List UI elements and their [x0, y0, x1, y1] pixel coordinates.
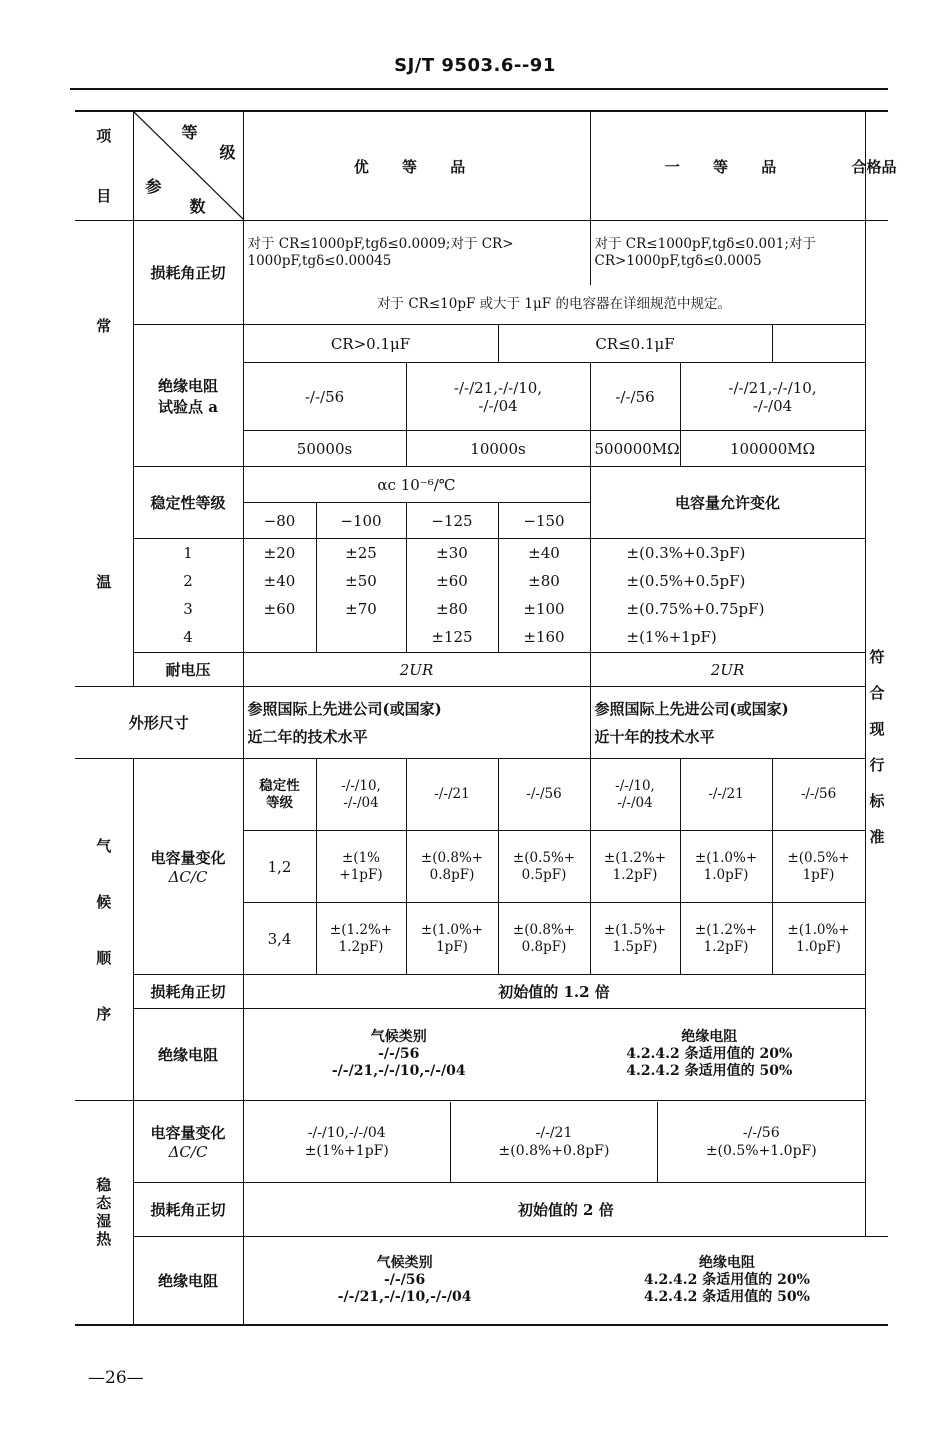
loss-tangent-note: 对于 CR≤10pF 或大于 1μF 的电容器在详细规范中规定。 — [243, 285, 865, 325]
damp-ins-cat1: -/-/56 — [383, 1271, 426, 1288]
clim-cat-sup-2: -/-/21 — [406, 759, 498, 831]
alpha-col-125: −125 — [406, 503, 498, 539]
cond-gt: CR>0.1μF — [243, 325, 498, 363]
clim-cat-first-1: -/-/10, -/-/04 — [590, 759, 680, 831]
clim-loss-label: 损耗角正切 — [133, 975, 243, 1009]
withstand-first: 2UR — [590, 653, 865, 687]
col-superior: 优 等 品 — [243, 111, 590, 221]
clim-34-v6: ±(1.0%+ 1.0pF) — [772, 903, 865, 975]
group-damp-heat: 稳 态 湿 热 — [75, 1101, 133, 1325]
item-header: 项 目 — [75, 111, 133, 221]
tc-150-1: ±40 — [498, 539, 590, 567]
clim-12-v5: ±(1.0%+ 1.0pF) — [680, 831, 772, 903]
damp-ins-res1: 4.2.4.2 条适用值的 20% — [643, 1271, 810, 1288]
tc-80-3: ±60 — [243, 595, 316, 623]
clim-12-v6: ±(0.5%+ 1pF) — [772, 831, 865, 903]
dimensions-superior: 参照国际上先进公司(或国家) 近二年的技术水平 — [243, 687, 590, 759]
tc-80-1: ±20 — [243, 539, 316, 567]
diagonal-header-cell: 等 级 参 数 — [133, 111, 243, 221]
clim-12-v1: ±(1% +1pF) — [316, 831, 406, 903]
clim-34-v5: ±(1.2%+ 1.2pF) — [680, 903, 772, 975]
clim-cat-first-2: -/-/21 — [680, 759, 772, 831]
loss-tangent-label: 损耗角正切 — [133, 221, 243, 325]
ins-value-3: 500000MΩ — [590, 431, 680, 467]
ins-cat-multi-a: -/-/21,-/-/10, -/-/04 — [406, 363, 590, 431]
document-header: SJ/T 9503.6--91 — [394, 55, 556, 76]
alpha-col-150: −150 — [498, 503, 590, 539]
level-4: 4 — [133, 623, 243, 653]
clim-cap-change-label: 电容量变化 ΔC/C — [133, 759, 243, 975]
tc-125-1: ±30 — [406, 539, 498, 567]
alpha-col-100: −100 — [316, 503, 406, 539]
tc-100-3: ±70 — [316, 595, 406, 623]
clim-ins-cat-head: 气候类别 — [370, 1029, 427, 1045]
cond-le: CR≤0.1μF — [498, 325, 772, 363]
withstand-superior: 2UR — [243, 653, 590, 687]
stability-label: 稳定性等级 — [133, 467, 243, 539]
allow-4: ±(1%+1pF) — [590, 623, 865, 653]
tc-100-4 — [316, 623, 406, 653]
ins-value-1: 50000s — [243, 431, 406, 467]
dimensions-first: 参照国际上先进公司(或国家) 近十年的技术水平 — [590, 687, 865, 759]
clim-34-v3: ±(0.8%+ 0.8pF) — [498, 903, 590, 975]
damp-ins-res2: 4.2.4.2 条适用值的 50% — [643, 1288, 810, 1305]
level-2: 2 — [133, 567, 243, 595]
spec-table — [75, 110, 897, 1326]
clim-ins-res-head: 绝缘电阻 — [681, 1029, 738, 1045]
tc-125-3: ±80 — [406, 595, 498, 623]
allow-1: ±(0.3%+0.3pF) — [590, 539, 865, 567]
alpha-col-80: −80 — [243, 503, 316, 539]
damp-cap-2: -/-/21 ±(0.8%+0.8pF) — [451, 1102, 658, 1182]
clim-ins-res1: 4.2.4.2 条适用值的 20% — [626, 1046, 793, 1062]
clim-12-v4: ±(1.2%+ 1.2pF) — [590, 831, 680, 903]
level-1: 1 — [133, 539, 243, 567]
damp-ins-res-head: 绝缘电阻 — [698, 1254, 755, 1271]
allow-3: ±(0.75%+0.75pF) — [590, 595, 865, 623]
col-qualified: 合格品 — [865, 111, 888, 221]
damp-loss-label: 损耗角正切 — [133, 1183, 243, 1237]
clim-loss-value: 初始值的 1.2 倍 — [243, 975, 865, 1009]
cap-allow-header: 电容量允许变化 — [590, 467, 865, 539]
clim-12-v2: ±(0.8%+ 0.8pF) — [406, 831, 498, 903]
clim-stab-header: 稳定性 等级 — [243, 759, 316, 831]
group-climatic: 气 候 顺 序 — [75, 759, 133, 1101]
dimensions-label: 外形尺寸 — [75, 687, 243, 759]
allow-2: ±(0.5%+0.5pF) — [590, 567, 865, 595]
qualified-note: 符 合 现 行 标 准 — [865, 221, 888, 1237]
clim-level-34: 3,4 — [243, 903, 316, 975]
loss-tangent-superior: 对于 CR≤1000pF,tgδ≤0.0009;对于 CR> 1000pF,tgδ≤0.00045 — [243, 221, 590, 285]
group-normal-temp: 常 温 — [75, 221, 133, 687]
damp-ins-block — [243, 1237, 888, 1325]
loss-tangent-first: 对于 CR≤1000pF,tgδ≤0.001;对于 CR>1000pF,tgδ≤0.0005 — [590, 221, 865, 285]
damp-loss-value: 初始值的 2 倍 — [243, 1183, 888, 1237]
clim-level-12: 1,2 — [243, 831, 316, 903]
tc-150-2: ±80 — [498, 567, 590, 595]
damp-cap-label: 电容量变化 ΔC/C — [133, 1101, 243, 1183]
damp-cap-3: -/-/56 ±(0.5%+1.0pF) — [705, 1124, 817, 1159]
damp-ins-cat-head: 气候类别 — [376, 1254, 433, 1271]
clim-ins-res2: 4.2.4.2 条适用值的 50% — [626, 1063, 793, 1079]
clim-cat-sup-1: -/-/10, -/-/04 — [316, 759, 406, 831]
page-number: —26— — [88, 1368, 144, 1388]
tc-125-2: ±60 — [406, 567, 498, 595]
ins-value-2: 10000s — [406, 431, 590, 467]
tc-150-3: ±100 — [498, 595, 590, 623]
tc-125-4: ±125 — [406, 623, 498, 653]
damp-ins-cat2: -/-/21,-/-/10,-/-/04 — [337, 1288, 472, 1305]
damp-cap-block — [243, 1101, 865, 1183]
ins-cat-56-b: -/-/56 — [590, 363, 680, 431]
tc-150-4: ±160 — [498, 623, 590, 653]
clim-34-v1: ±(1.2%+ 1.2pF) — [316, 903, 406, 975]
insulation-label: 绝缘电阻 试验点 a — [133, 325, 243, 467]
clim-ins-label: 绝缘电阻 — [133, 1009, 243, 1101]
tc-100-1: ±25 — [316, 539, 406, 567]
ins-cat-multi-b: -/-/21,-/-/10, -/-/04 — [680, 363, 865, 431]
ins-value-4: 100000MΩ — [680, 431, 865, 467]
clim-34-v4: ±(1.5%+ 1.5pF) — [590, 903, 680, 975]
clim-ins-cat1: -/-/56 — [378, 1046, 420, 1062]
clim-12-v3: ±(0.5%+ 0.5pF) — [498, 831, 590, 903]
withstand-label: 耐电压 — [133, 653, 243, 687]
level-3: 3 — [133, 595, 243, 623]
clim-cat-sup-3: -/-/56 — [498, 759, 590, 831]
header-rule — [70, 88, 888, 90]
tc-80-4 — [243, 623, 316, 653]
clim-34-v2: ±(1.0%+ 1pF) — [406, 903, 498, 975]
col-first: 一 等 品 — [590, 111, 865, 221]
damp-cap-1: -/-/10,-/-/04 ±(1%+1pF) — [244, 1102, 451, 1182]
clim-cat-first-3: -/-/56 — [772, 759, 865, 831]
ins-cat-56-a: -/-/56 — [243, 363, 406, 431]
clim-ins-cat2: -/-/21,-/-/10,-/-/04 — [331, 1063, 466, 1079]
tc-100-2: ±50 — [316, 567, 406, 595]
alpha-header: αc 10⁻⁶/℃ — [243, 467, 590, 503]
clim-ins-block — [243, 1009, 865, 1101]
tc-80-2: ±40 — [243, 567, 316, 595]
damp-ins-label: 绝缘电阻 — [133, 1237, 243, 1325]
